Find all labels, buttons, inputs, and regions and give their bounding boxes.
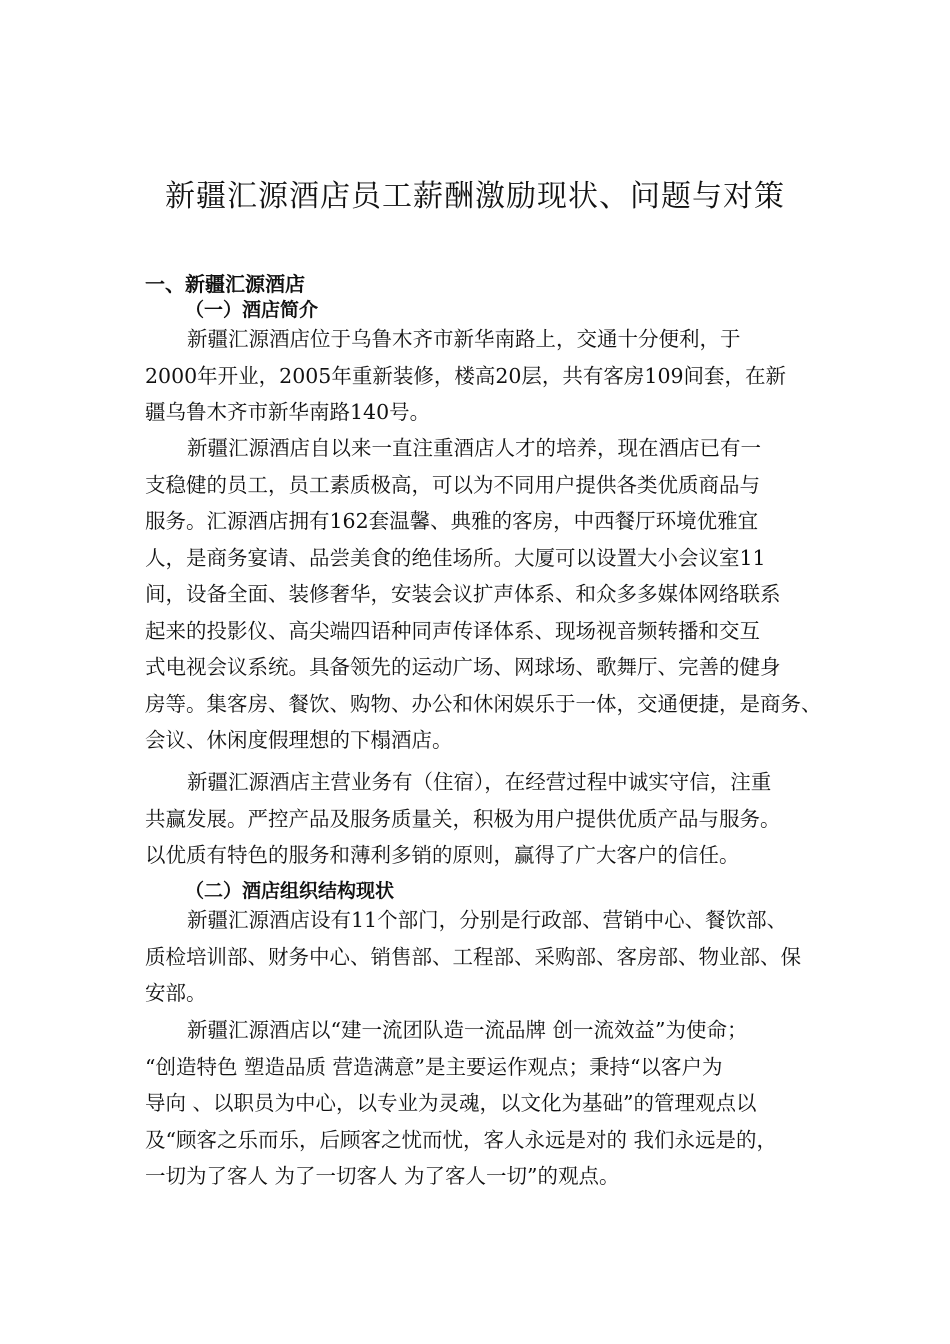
paragraph-intro-location [145,321,825,431]
paragraph-structure-philosophy [145,1012,825,1195]
text-line: 新疆汇源酒店自以来一直注重酒店人才的培养，现在酒店已有一 [187,436,761,460]
text-line: 新疆汇源酒店主营业务有（住宿），在经营过程中诚实守信，注重 [187,770,772,794]
subsection-heading-intro: （一）酒店简介 [185,299,319,321]
text-line: 会议、休闲度假理想的下榻酒店。 [145,728,453,752]
text-line: “创造特色 塑造品质 营造满意”是主要运作观点；秉持“以客户为 [145,1054,723,1079]
text-line: 式电视会议系统。具备领先的运动广场、网球场、歌舞厅、完善的健身 [145,655,781,679]
subsection-heading-structure: （二）酒店组织结构现状 [185,880,395,902]
paragraph-intro-facilities [145,430,825,759]
text-line: 以优质有特色的服务和薄利多销的原则，赢得了广大客户的信任。 [145,843,740,867]
text-line: 2000年开业，2005年重新装修，楼高20层，共有客房109间套，在新 [145,363,787,388]
text-line: 安部。 [145,981,207,1005]
text-line: 新疆汇源酒店位于乌鲁木齐市新华南路上，交通十分便利，于 [187,327,741,351]
text-line: 导向 、以职员为中心，以专业为灵魂，以文化为基础”的管理观点以 [145,1091,757,1115]
text-line: 人，是商务宴请、品尝美食的绝佳场所。大厦可以设置大小会议室11 [145,545,766,570]
text-line: 间，设备全面、装修奢华，安装会议扩声体系、和众多多媒体网络联系 [145,582,781,606]
text-line: 一切为了客人 为了一切客人 为了客人一切”的观点。 [145,1164,620,1188]
text-line: 起来的投影仪、高尖端四语种同声传译体系、现场视音频转播和交互 [145,618,760,643]
text-line: 服务。汇源酒店拥有162套温馨、典雅的客房，中西餐厅环境优雅宜 [145,509,759,533]
text-line: 质检培训部、财务中心、销售部、工程部、采购部、客房部、物业部、保 [145,944,801,969]
text-line: 支稳健的员工，员工素质极高，可以为不同用户提供各类优质商品与 [145,472,760,497]
document-title: 新疆汇源酒店员工薪酬激励现状、问题与对策 [165,179,785,214]
text-line: 新疆汇源酒店以“建一流团队造一流品牌 创一流效益”为使命； [187,1018,748,1042]
text-line: 共赢发展。严控产品及服务质量关，积极为用户提供优质产品与服务。 [145,806,781,831]
section-heading-hotel: 一、新疆汇源酒店 [145,272,305,296]
paragraph-structure-departments [145,902,825,1012]
paragraph-intro-business [145,764,825,874]
text-line: 新疆汇源酒店设有11个部门，分别是行政部、营销中心、餐饮部、 [187,908,788,932]
text-line: 及“顾客之乐而乐，后顾客之忧而忧，客人永远是对的 我们永远是的， [145,1127,777,1152]
text-line: 房等。集客房、餐饮、购物、办公和休闲娱乐于一体，交通便捷，是商务、 [145,691,822,716]
text-line: 疆乌鲁木齐市新华南路140号。 [145,400,431,424]
